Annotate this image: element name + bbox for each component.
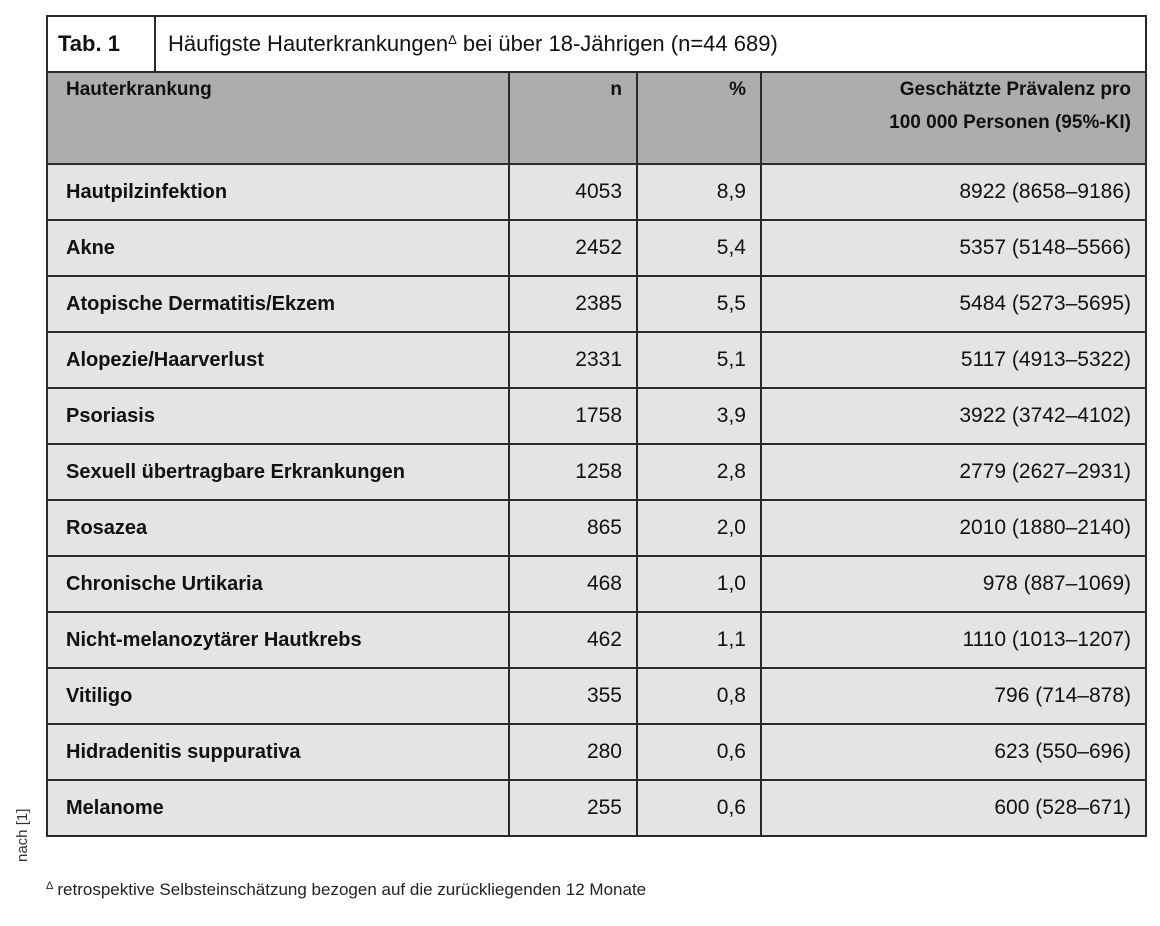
- source-note: nach [1]: [14, 808, 31, 862]
- cell-percent: 2,8: [637, 444, 761, 500]
- table-row: [47, 724, 1146, 780]
- cell-prevalence: 5117 (4913–5322): [761, 332, 1146, 388]
- cell-disease: Nicht-melanozytärer Hautkrebs: [47, 612, 509, 668]
- column-header-percent: %: [637, 72, 761, 164]
- footnote-marker: Δ: [46, 880, 54, 892]
- cell-disease: Chronische Urtikaria: [47, 556, 509, 612]
- cell-percent: 8,9: [637, 164, 761, 220]
- cell-percent: 5,4: [637, 220, 761, 276]
- cell-disease: Hidradenitis suppurativa: [47, 724, 509, 780]
- cell-n: 2331: [509, 332, 637, 388]
- cell-prevalence: 796 (714–878): [761, 668, 1146, 724]
- cell-prevalence: 8922 (8658–9186): [761, 164, 1146, 220]
- table-row: [47, 276, 1146, 332]
- cell-disease: Sexuell übertragbare Erkrankungen: [47, 444, 509, 500]
- table-row: [47, 220, 1146, 276]
- cell-disease: Akne: [47, 220, 509, 276]
- data-table: [46, 15, 1147, 837]
- cell-percent: 2,0: [637, 500, 761, 556]
- table-title-row: [47, 16, 1146, 72]
- cell-n: 1258: [509, 444, 637, 500]
- table-row: [47, 780, 1146, 836]
- cell-percent: 0,8: [637, 668, 761, 724]
- cell-disease: Rosazea: [47, 500, 509, 556]
- cell-n: 2452: [509, 220, 637, 276]
- cell-disease: Vitiligo: [47, 668, 509, 724]
- table-row: [47, 332, 1146, 388]
- table-label: Tab. 1: [47, 16, 155, 72]
- cell-disease: Alopezie/Haarverlust: [47, 332, 509, 388]
- cell-prevalence: 600 (528–671): [761, 780, 1146, 836]
- cell-percent: 0,6: [637, 780, 761, 836]
- cell-disease: Psoriasis: [47, 388, 509, 444]
- footnote-text: retrospektive Selbsteinschätzung bezogen auf die zurückliegenden 12 Monate: [57, 880, 647, 899]
- table-row: [47, 668, 1146, 724]
- table-row: [47, 444, 1146, 500]
- cell-percent: 1,1: [637, 612, 761, 668]
- cell-prevalence: 978 (887–1069): [761, 556, 1146, 612]
- cell-percent: 5,5: [637, 276, 761, 332]
- cell-n: 865: [509, 500, 637, 556]
- table-header-row: [47, 72, 1146, 164]
- cell-n: 280: [509, 724, 637, 780]
- cell-prevalence: 3922 (3742–4102): [761, 388, 1146, 444]
- cell-n: 4053: [509, 164, 637, 220]
- cell-n: 1758: [509, 388, 637, 444]
- cell-n: 462: [509, 612, 637, 668]
- cell-prevalence: 623 (550–696): [761, 724, 1146, 780]
- table-title: Häufigste Hauterkrankungen$^\Delta$ bei über 18-Jährigen (n=44 689): [155, 16, 1146, 72]
- cell-disease: Atopische Dermatitis/Ekzem: [47, 276, 509, 332]
- table-row: [47, 164, 1146, 220]
- footnote-marker: Δ: [448, 32, 457, 47]
- cell-n: 355: [509, 668, 637, 724]
- table-row: [47, 556, 1146, 612]
- cell-disease: Hautpilzinfektion: [47, 164, 509, 220]
- cell-prevalence: 5357 (5148–5566): [761, 220, 1146, 276]
- cell-n: 255: [509, 780, 637, 836]
- cell-prevalence: 1110 (1013–1207): [761, 612, 1146, 668]
- cell-percent: 1,0: [637, 556, 761, 612]
- cell-percent: 0,6: [637, 724, 761, 780]
- cell-prevalence: 5484 (5273–5695): [761, 276, 1146, 332]
- column-header-disease: Hauterkrankung: [47, 72, 509, 164]
- cell-percent: 3,9: [637, 388, 761, 444]
- column-header-n: n: [509, 72, 637, 164]
- table-row: [47, 388, 1146, 444]
- cell-n: 468: [509, 556, 637, 612]
- cell-percent: 5,1: [637, 332, 761, 388]
- cell-disease: Melanome: [47, 780, 509, 836]
- cell-n: 2385: [509, 276, 637, 332]
- cell-prevalence: 2010 (1880–2140): [761, 500, 1146, 556]
- column-header-prevalence: Geschätzte Prävalenz pro 100 000 Personen (95%-KI): [761, 72, 1146, 164]
- table-row: [47, 500, 1146, 556]
- cell-prevalence: 2779 (2627–2931): [761, 444, 1146, 500]
- footnote: [46, 880, 646, 900]
- table-row: [47, 612, 1146, 668]
